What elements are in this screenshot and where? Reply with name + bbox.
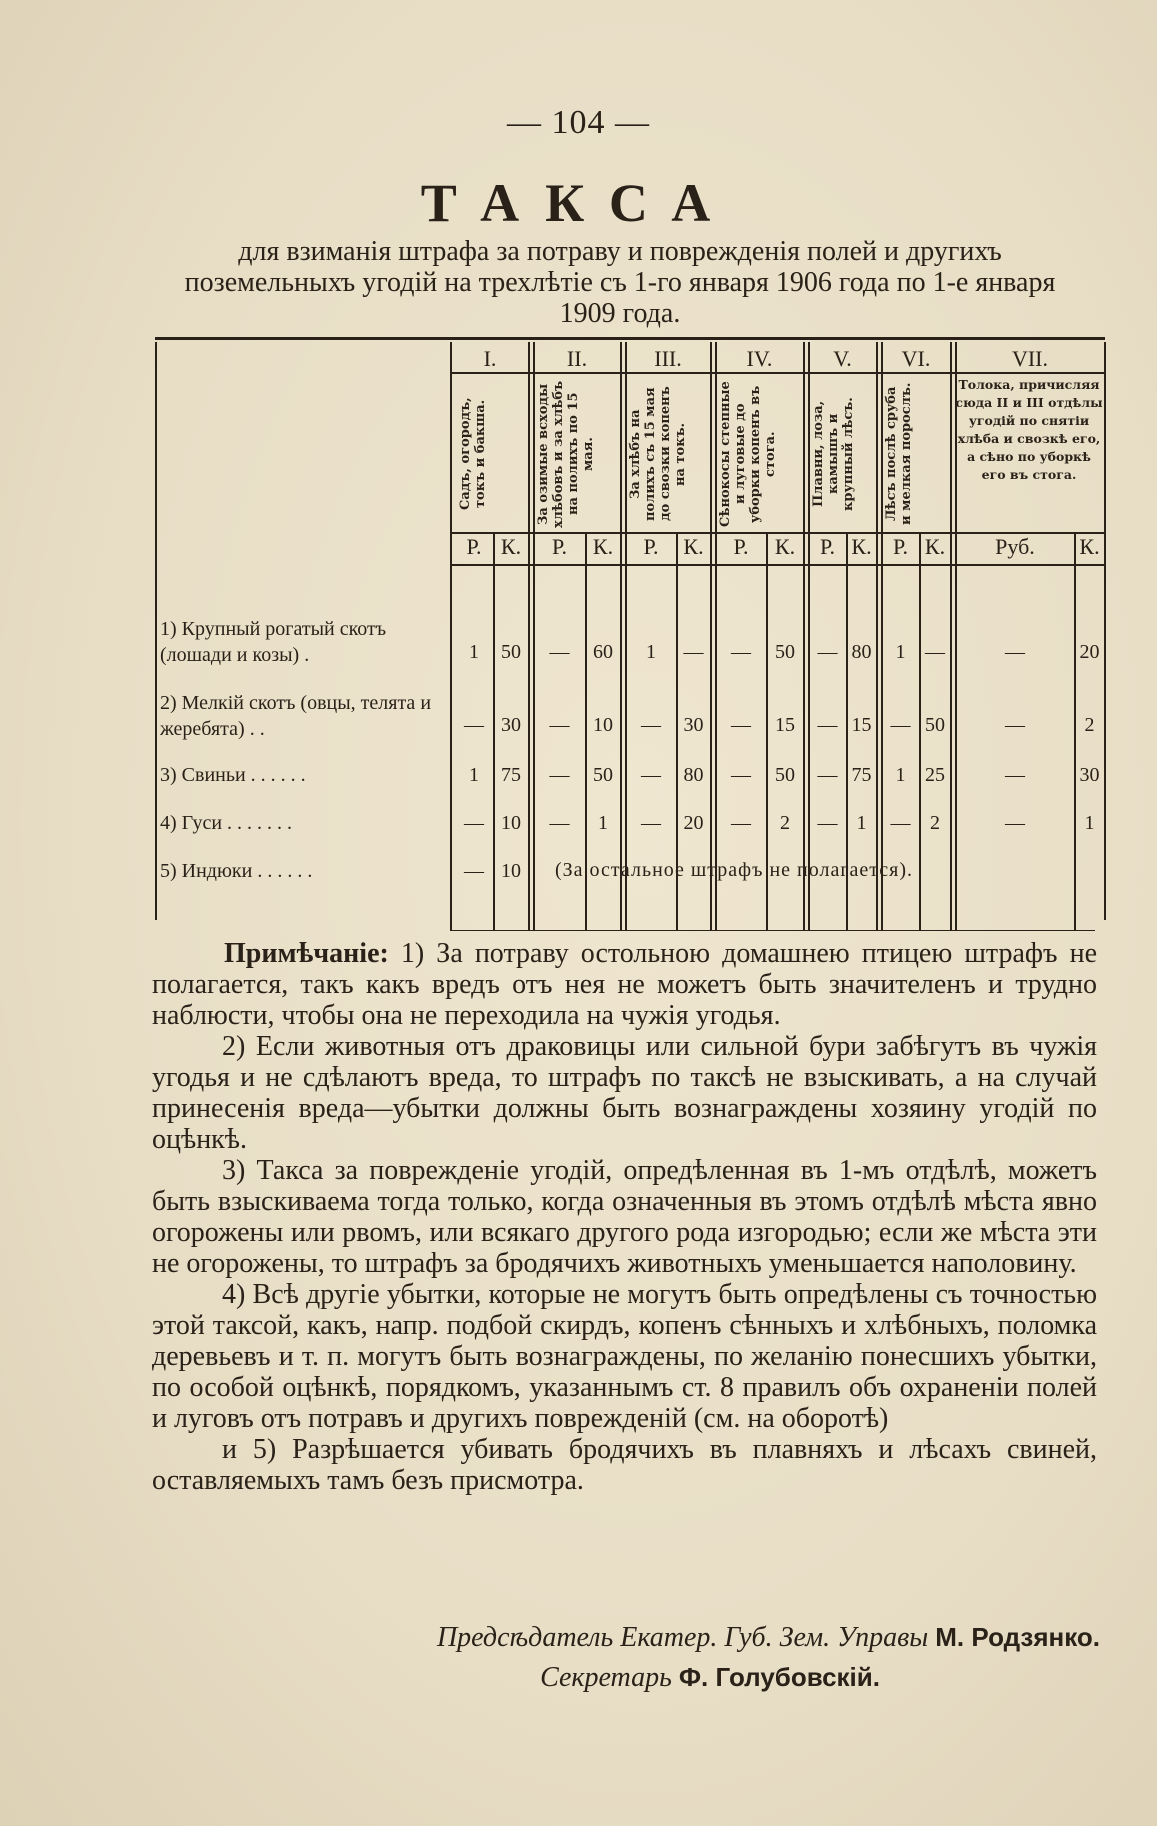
note-5: и 5) Разрѣшается убивать бродячихъ въ плавняхъ и лѣсахъ свиней, оставляемыхъ тамъ безъ присмотра. — [152, 1434, 1097, 1496]
table-cell: 1 — [895, 764, 906, 786]
note-1 — [152, 938, 1097, 1031]
table-cell: — — [641, 812, 661, 834]
col-sep — [710, 342, 712, 930]
col-IV-desc: Сѣнокосы степные и луговые до уборки копенъ въ стога. — [718, 381, 778, 527]
table-top-rule — [155, 337, 1105, 340]
note-2: 2) Если животныя отъ драковицы или сильной бури забѣгутъ въ чужія угодья и не сдѣлаютъ вреда, то штрафъ по таксѣ не взыскивать, а на случай принесенія вреда—убытки должны быть вознаграждены хозяину угодій по оцѣнкѣ. — [152, 1031, 1097, 1155]
notes-heading: Примѣчаніе: — [224, 938, 389, 969]
chair-signature — [290, 1622, 1100, 1654]
table-cell: 1 — [598, 812, 608, 834]
chair-name: М. Родзянко. — [935, 1622, 1100, 1652]
table-cell: 1 — [469, 641, 479, 663]
table-cell: 1 — [1084, 812, 1095, 834]
table-cell: 50 — [775, 641, 795, 663]
document-title: ТАКСА — [420, 173, 737, 233]
unit-rub: Р. — [893, 534, 908, 559]
table-bottom — [450, 930, 1095, 931]
chair-title: Предсѣдатель Екатер. Губ. Зем. Управы — [436, 1622, 929, 1653]
row-label-geese: 4) Гуси . . . . . . . — [160, 812, 293, 834]
col-sep — [715, 342, 717, 930]
page-number: — 104 — — [507, 104, 650, 141]
table-cell: 50 — [925, 714, 945, 736]
table-cell: 30 — [683, 714, 704, 736]
unit-rub: Р. — [643, 534, 659, 559]
col-V-numeral: V. — [833, 346, 852, 371]
col-sep — [876, 342, 878, 930]
unit-kop: К. — [500, 534, 522, 559]
units-rule — [450, 564, 1105, 566]
table-cell: 20 — [683, 812, 704, 834]
unit-kop: К. — [774, 534, 796, 559]
col-sep — [950, 342, 952, 930]
secretary-name: Ф. Голубовскій. — [678, 1662, 880, 1692]
col-II-numeral: II. — [566, 346, 588, 371]
row-label-pigs: 3) Свиньи . . . . . . — [160, 764, 306, 786]
table-cell: — — [549, 714, 570, 736]
unit-rub: Р. — [466, 534, 482, 559]
table-cell: 10 — [501, 812, 521, 834]
table-cell: 2 — [1084, 714, 1095, 736]
table-cell: 15 — [775, 714, 795, 736]
col-sep — [881, 342, 883, 930]
table-cell: 75 — [501, 764, 521, 786]
table-cell: 1 — [856, 812, 867, 834]
table-cell: 1 — [469, 764, 479, 786]
col-III-numeral: III. — [654, 346, 682, 371]
table-cell: — — [731, 714, 751, 736]
note-1-text: 1) За потраву остольною домашнею птицею штрафъ не полагается, такъ какъ вредъ отъ нея не можетъ быть значителенъ и трудно наблюсти, чтобы она не переходила на чужія угодья. — [152, 938, 1098, 1031]
note-3: 3) Такса за поврежденіе угодій, опредѣленная въ 1-мъ отдѣлѣ, можетъ быть взыскиваема тогда только, когда означенныя въ этомъ отдѣлѣ мѣста явно огорожены или рвомъ, или всякаго другого рода изгородью; если же мѣста эти не огорожены, то штрафъ за бродячихъ животныхъ уменьшается наполовину. — [152, 1155, 1097, 1279]
table-cell: — — [890, 714, 911, 736]
label-column-border — [450, 342, 452, 930]
col-VII-numeral: VII. — [1011, 346, 1049, 371]
table-cell: 60 — [593, 641, 613, 663]
table-cell: — — [464, 714, 484, 736]
col-sep — [625, 342, 627, 930]
notes-section — [152, 938, 1097, 1496]
table-cell: — — [731, 764, 751, 786]
col-VI-numeral: VI. — [901, 346, 931, 371]
table-cell: 80 — [683, 764, 704, 786]
table-cell: 75 — [851, 764, 872, 786]
secretary-title: Секретарь — [540, 1662, 672, 1693]
table-cell: — — [549, 764, 570, 786]
table-cell: — — [731, 641, 751, 663]
unit-kop: К. — [924, 534, 946, 559]
table-cell: — — [817, 714, 838, 736]
col-II-desc: За озимые всходы хлѣбовъ и за хлѣбъ на полихъ по 15 мая. — [536, 380, 596, 528]
roman-rule — [450, 372, 1105, 374]
table-cell: 15 — [851, 714, 872, 736]
unit-rub-full: Руб. — [995, 534, 1035, 559]
table-cell: 10 — [501, 860, 521, 882]
col-sep — [533, 342, 535, 930]
table-cell: — — [925, 641, 945, 663]
col-sep — [808, 342, 810, 930]
col-III-desc: За хлѣбъ на полихъ съ 15 мая до свозки копенъ на токъ. — [628, 386, 688, 522]
unit-rub: Р. — [552, 534, 567, 559]
table-cell: 25 — [925, 764, 945, 786]
table-cell: 30 — [1079, 764, 1100, 786]
row-label-small-stock: 2) Мелкій скотъ (овцы, телята и жеребята) . . — [160, 692, 432, 740]
table-cell: — — [464, 860, 484, 882]
col-I-desc: Садъ, огородъ, токъ и бакша. — [458, 397, 488, 511]
unit-kop: К. — [683, 534, 704, 559]
col-VI-desc: Лѣсъ послѣ сруба и мелкая порослъ. — [884, 382, 914, 526]
document-subtitle: для взиманія штрафа за потраву и поврежденія полей и другихъ поземельныхъ угодій на трехлѣтіе съ 1-го января 1906 года по 1-е января 1909 года. — [184, 236, 1056, 329]
table-cell: 50 — [775, 764, 795, 786]
unit-kop: К. — [592, 534, 614, 559]
table-left-border — [155, 342, 157, 920]
col-V-desc: Плавни, лоза, камышъ и крупный лѣсъ. — [811, 397, 856, 511]
table-cell: — — [817, 764, 838, 786]
table-cell: 1 — [895, 641, 906, 663]
table-cell: — — [1005, 714, 1025, 736]
table-cell: — — [683, 641, 704, 663]
table-cell: 50 — [501, 641, 521, 663]
col-sep — [620, 342, 622, 930]
row-label-turkeys: 5) Индюки . . . . . . — [160, 860, 313, 882]
turkeys-note: (За остальное штрафъ не полагается). — [555, 859, 914, 881]
unit-rub: Р. — [820, 534, 835, 559]
unit-rub: Р. — [733, 534, 749, 559]
unit-kop: К. — [1079, 534, 1100, 559]
table-cell: — — [641, 714, 661, 736]
table-cell: 1 — [646, 641, 656, 663]
table-cell: — — [464, 812, 484, 834]
table-cell: — — [1005, 641, 1025, 663]
secretary-signature — [380, 1662, 880, 1694]
col-VII-desc: Толока, причисляя сюда II и III отдѣлы угодій по снятіи хлѣба и свозкѣ его, а сѣно по уборкѣ его въ стога. — [955, 377, 1103, 482]
table-cell: 10 — [593, 714, 613, 736]
col-sep — [803, 342, 805, 930]
table-cell: 20 — [1079, 641, 1100, 663]
table-cell: 50 — [593, 764, 613, 786]
note-4: 4) Всѣ другіе убытки, которые не могутъ быть опредѣлены съ точностью этой таксой, какъ, напр. подбой скирдъ, копенъ сѣнныхъ и хлѣбныхъ, поломка деревьевъ и т. п. могутъ быть вознаграждены, по желанію понесшихъ убытки, по особой оцѣнкѣ, порядкомъ, указаннымъ ст. 8 правилъ объ охраненіи полей и луговъ отъ потравъ и другихъ поврежденій (см. на оборотѣ) — [152, 1279, 1097, 1434]
table-cell: — — [817, 812, 838, 834]
table-cell: — — [641, 764, 661, 786]
table-cell: — — [549, 641, 570, 663]
table-cell: — — [549, 812, 570, 834]
col-I-numeral: I. — [483, 346, 497, 371]
col-IV-numeral: IV. — [746, 346, 773, 371]
table-cell: 30 — [501, 714, 521, 736]
row-label-cattle: 1) Крупный рогатый скотъ (лошади и козы) . — [160, 618, 387, 666]
table-cell: 80 — [851, 641, 872, 663]
table-cell: — — [1005, 764, 1025, 786]
unit-kop: К. — [851, 534, 872, 559]
table-cell: — — [731, 812, 751, 834]
table-cell: — — [1005, 812, 1025, 834]
table-right-border — [1104, 342, 1106, 920]
col-sep — [528, 342, 530, 930]
table-cell: 2 — [930, 812, 940, 834]
table-cell: — — [890, 812, 911, 834]
table-cell: 2 — [780, 812, 790, 834]
table-cell: — — [817, 641, 838, 663]
